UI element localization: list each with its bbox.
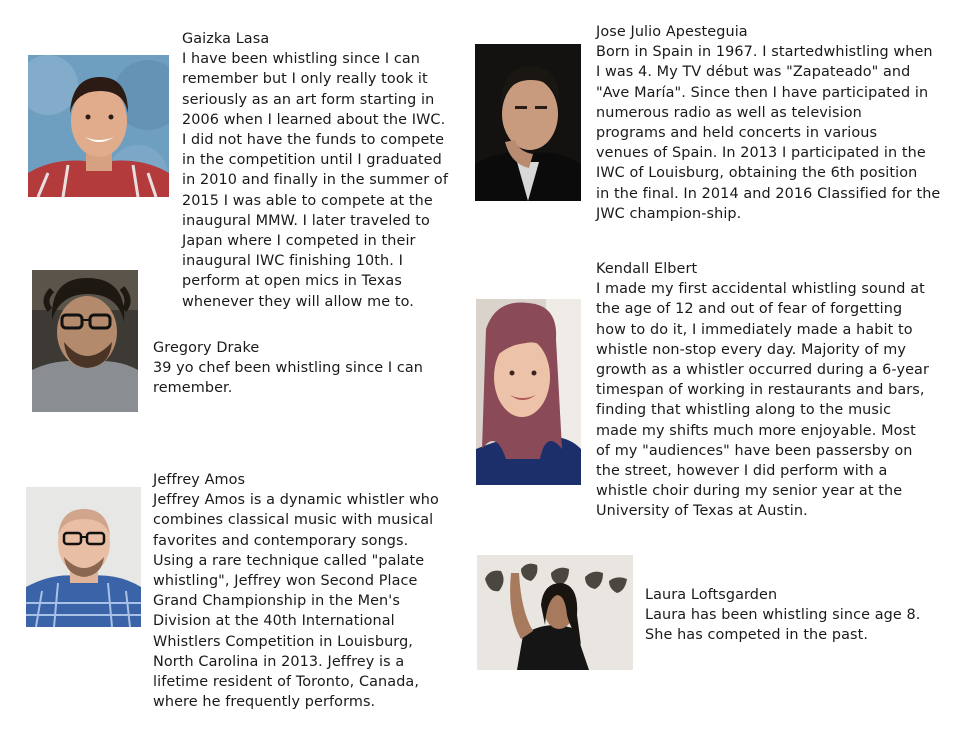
gaizka-lasa-photo bbox=[28, 55, 169, 197]
bio-line: University of Texas at Austin. bbox=[596, 503, 808, 520]
bio-jeffrey-amos bbox=[153, 470, 439, 712]
laura-loftsgarden-photo bbox=[477, 555, 633, 670]
bio-kendall-elbert bbox=[596, 259, 929, 522]
bio-line: Laura has been whistling since age 8. bbox=[645, 607, 921, 624]
bio-line: inaugural IWC finishing 10th. I bbox=[182, 253, 403, 270]
bio-line: the age of 12 and out of fear of forgetting bbox=[596, 301, 903, 318]
bio-line: I did not have the funds to compete bbox=[182, 132, 445, 149]
bio-line: numerous radio as well as television bbox=[596, 104, 862, 121]
bio-line: the street, however I did perform with a bbox=[596, 463, 888, 480]
person-name: Laura Loftsgarden bbox=[645, 587, 778, 603]
bio-line: North Carolina in 2013. Jeffrey is a bbox=[153, 653, 405, 670]
bio-line: whistling", Jeffrey won Second Place bbox=[153, 573, 418, 590]
bio-line: in 2010 and finally in the summer of bbox=[182, 172, 448, 189]
bio-laura-loftsgarden bbox=[645, 585, 920, 646]
bio-line: IWC of Louisburg, obtaining the 6th position bbox=[596, 165, 918, 182]
bio-line: Whistlers Competition in Louisburg, bbox=[153, 633, 413, 650]
bio-line: I have been whistling since I can bbox=[182, 51, 421, 68]
gregory-drake-photo bbox=[32, 270, 138, 412]
bio-line: seriously as an art form starting in bbox=[182, 91, 435, 108]
bio-line: JWC champion-ship. bbox=[596, 205, 742, 222]
person-name: Gaizka Lasa bbox=[182, 31, 270, 47]
bio-line: whistle non-stop every day. Majority of my bbox=[596, 341, 907, 358]
bio-line: combines classical music with musical bbox=[153, 512, 434, 529]
bio-line: finding that whistling along to the music bbox=[596, 402, 892, 419]
person-name: Kendall Elbert bbox=[596, 261, 698, 277]
bio-line: made my shifts much more enjoyable. Most bbox=[596, 422, 916, 439]
bio-line: of my "audiences" have been passersby on bbox=[596, 442, 913, 459]
bio-line: I was 4. My TV début was "Zapateado" and bbox=[596, 64, 911, 81]
bio-gaizka-lasa bbox=[182, 29, 448, 312]
bio-line: remember. bbox=[153, 380, 233, 397]
bio-line: where he frequently performs. bbox=[153, 694, 376, 711]
person-name: Gregory Drake bbox=[153, 340, 260, 356]
bio-line: whistle choir during my senior year at the bbox=[596, 483, 903, 500]
person-name: Jeffrey Amos bbox=[153, 472, 246, 488]
bio-line: venues of Spain. In 2013 I participated in the bbox=[596, 145, 926, 162]
bio-line: timespan of working in restaurants and bars, bbox=[596, 382, 925, 399]
bio-line: I made my first accidental whistling sound at bbox=[596, 281, 925, 298]
bio-line: Using a rare technique called "palate bbox=[153, 552, 425, 569]
bio-gregory-drake bbox=[153, 338, 423, 399]
bio-line: Jeffrey Amos is a dynamic whistler who bbox=[153, 492, 439, 509]
bio-line: Grand Championship in the Men's bbox=[153, 593, 400, 610]
bio-line: lifetime resident of Toronto, Canada, bbox=[153, 674, 420, 691]
bio-line: 2015 I was able to compete at the bbox=[182, 192, 433, 209]
bio-line: whenever they will allow me to. bbox=[182, 293, 414, 310]
bio-line: in the competition until I graduated bbox=[182, 152, 442, 169]
bio-line: favorites and contemporary songs. bbox=[153, 532, 409, 549]
person-name: Jose Julio Apesteguia bbox=[596, 24, 748, 40]
bio-line: 2006 when I learned about the IWC. bbox=[182, 111, 446, 128]
bio-line: Born in Spain in 1967. I startedwhistling when bbox=[596, 44, 933, 61]
bio-line: perform at open mics in Texas bbox=[182, 273, 402, 290]
bio-line: Japan where I competed in their bbox=[182, 233, 416, 250]
bio-line: in the final. In 2014 and 2016 Classified for the bbox=[596, 185, 941, 202]
bio-line: "Ave María". Since then I have participated in bbox=[596, 84, 929, 101]
bio-line: how to do it, I immediately made a habit to bbox=[596, 321, 913, 338]
bio-line: She has competed in the past. bbox=[645, 627, 869, 644]
jose-julio-apesteguia-photo bbox=[475, 44, 581, 201]
bio-jose-julio-apesteguia bbox=[596, 22, 940, 224]
bio-line: remember but I only really took it bbox=[182, 71, 428, 88]
bio-line: programs and held concerts in various bbox=[596, 125, 878, 142]
bio-line: inaugural MMW. I later traveled to bbox=[182, 212, 430, 229]
jeffrey-amos-photo bbox=[26, 487, 141, 627]
bio-line: Division at the 40th International bbox=[153, 613, 395, 630]
kendall-elbert-photo bbox=[476, 299, 581, 485]
bio-line: growth as a whistler occurred during a 6-year bbox=[596, 362, 929, 379]
bio-line: 39 yo chef been whistling since I can bbox=[153, 360, 424, 377]
